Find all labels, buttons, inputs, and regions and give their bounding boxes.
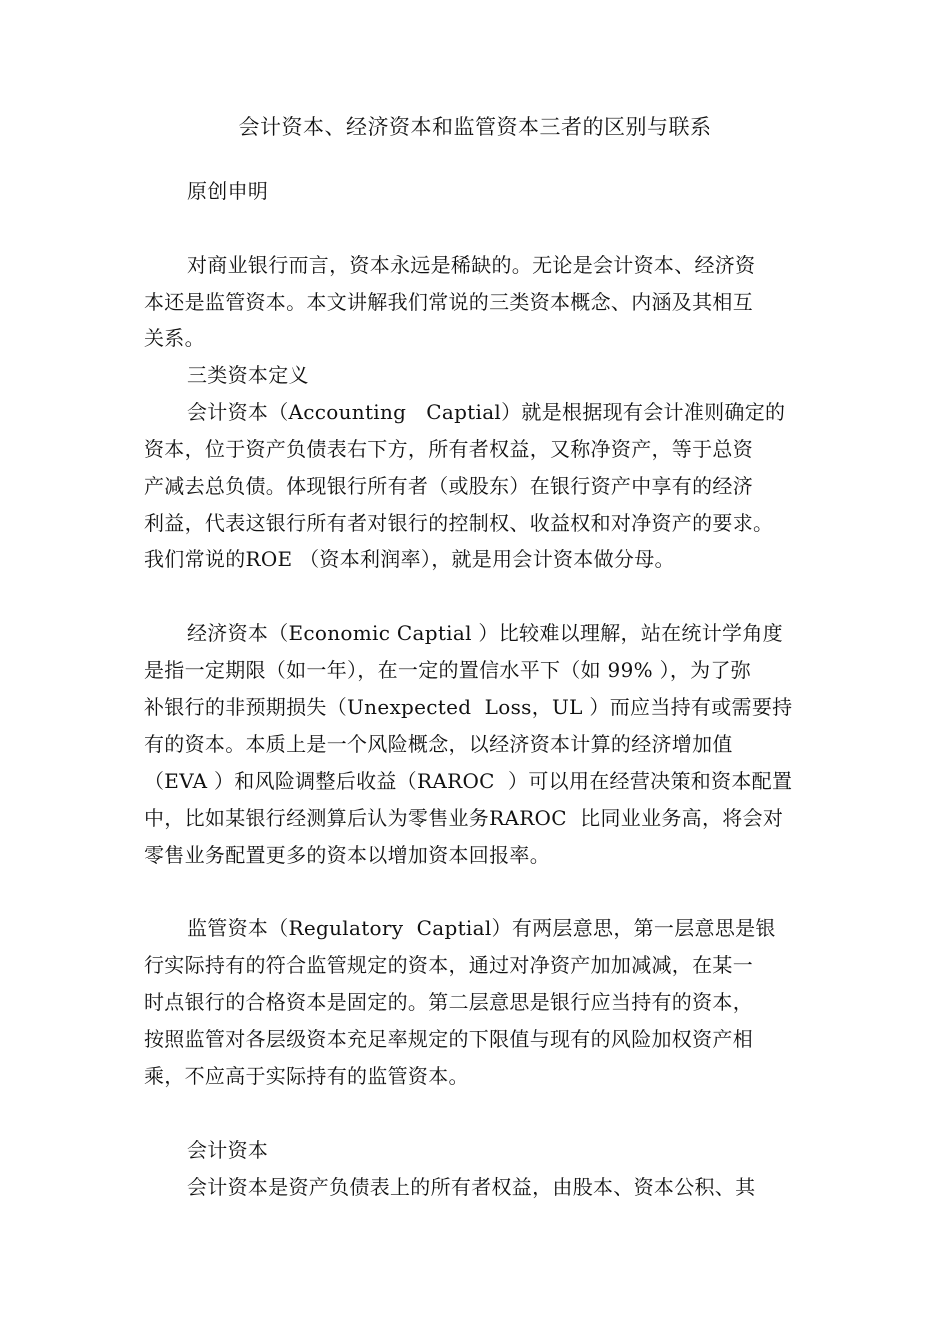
intro-line-2: 本还是监管资本。本文讲解我们常说的三类资本概念、内涵及其相互	[144, 290, 753, 314]
accounting-def-line-4: 利益，代表这银行所有者对银行的控制权、收益权和对净资产的要求。	[144, 511, 774, 535]
intro-line-3: 关系。	[144, 326, 205, 350]
accounting-def-line-5: 我们常说的ROE （资本利润率），就是用会计资本做分母。	[144, 547, 675, 571]
regulatory-def-line-1: 监管资本（Regulatory Captial）有两层意思，第一层意思是银	[187, 916, 776, 940]
accounting-def-line-1: 会计资本（Accounting Captial）就是根据现有会计准则确定的	[187, 400, 786, 424]
economic-def-line-7: 零售业务配置更多的资本以增加资本回报率。	[144, 843, 550, 867]
economic-def-line-3: 补银行的非预期损失（Unexpected Loss，UL ）而应当持有或需要持	[144, 695, 793, 719]
section-heading-definitions: 三类资本定义	[187, 363, 309, 387]
regulatory-def-line-4: 按照监管对各层级资本充足率规定的下限值与现有的风险加权资产相	[144, 1027, 753, 1051]
intro-line-1: 对商业银行而言，资本永远是稀缺的。无论是会计资本、经济资	[187, 253, 756, 277]
economic-def-line-6: 中，比如某银行经测算后认为零售业务RAROC 比同业业务高，将会对	[144, 806, 784, 830]
economic-def-line-5: （EVA ）和风险调整后收益（RAROC ）可以用在经营决策和资本配置	[144, 769, 793, 793]
economic-def-line-4: 有的资本。本质上是一个风险概念，以经济资本计算的经济增加值	[144, 732, 733, 756]
accounting-def-line-3: 产减去总负债。体现银行所有者（或股东）在银行资产中享有的经济	[144, 474, 753, 498]
regulatory-def-line-5: 乘，不应高于实际持有的监管资本。	[144, 1064, 469, 1088]
accounting-def-line-2: 资本，位于资产负债表右下方，所有者权益，又称净资产，等于总资	[144, 437, 753, 461]
section-heading-accounting: 会计资本	[187, 1138, 269, 1162]
economic-def-line-1: 经济资本（Economic Captial ）比较难以理解，站在统计学角度	[187, 621, 783, 645]
document-title: 会计资本、经济资本和监管资本三者的区别与联系	[238, 115, 712, 139]
original-notice: 原创申明	[187, 179, 269, 203]
accounting-body-line-1: 会计资本是资产负债表上的所有者权益，由股本、资本公积、其	[187, 1175, 756, 1199]
economic-def-line-2: 是指一定期限（如一年），在一定的置信水平下（如 99% ），为了弥	[144, 658, 752, 682]
regulatory-def-line-2: 行实际持有的符合监管规定的资本，通过对净资产加加减减，在某一	[144, 953, 753, 977]
regulatory-def-line-3: 时点银行的合格资本是固定的。第二层意思是银行应当持有的资本，	[144, 990, 753, 1014]
